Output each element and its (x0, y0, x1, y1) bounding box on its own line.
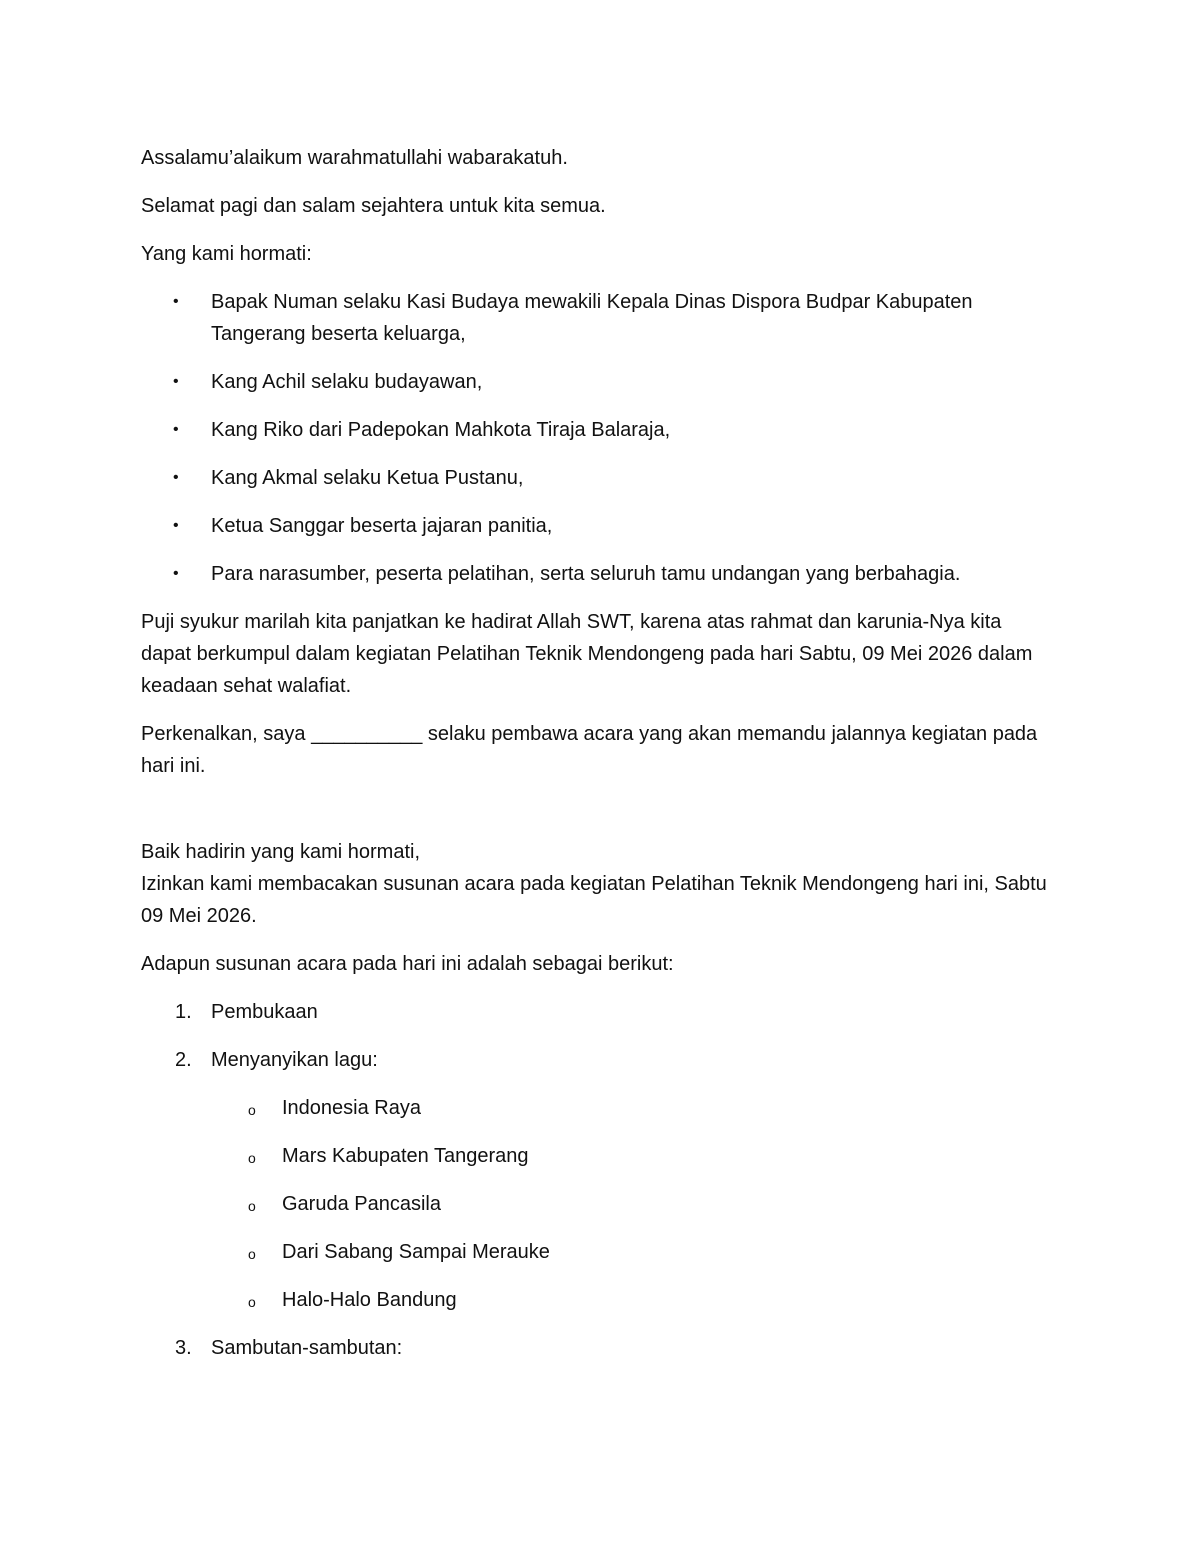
song-title: Halo-Halo Bandung (282, 1289, 457, 1311)
circle-bullet-icon: o (248, 1294, 256, 1310)
agenda-number: 3. (175, 1337, 192, 1359)
agenda-item (141, 1332, 1051, 1364)
song-item (141, 1140, 1051, 1172)
list-item-text: Ketua Sanggar beserta jajaran panitia, (211, 515, 553, 537)
audience-address: Baik hadirin yang kami hormati, (141, 841, 421, 863)
list-item-text: Kang Riko dari Padepokan Mahkota Tiraja Balaraja, (211, 419, 671, 441)
song-item (141, 1092, 1051, 1124)
list-item-text: Bapak Numan selaku Kasi Budaya mewakili Kepala Dinas Dispora Budpar Kabupaten Tangerang beserta keluarga, (211, 291, 973, 345)
list-item (141, 510, 1051, 542)
document-page (141, 142, 1051, 1380)
song-title: Dari Sabang Sampai Merauke (282, 1241, 550, 1263)
agenda-item (141, 1044, 1051, 1316)
agenda-label: Sambutan-sambutan: (211, 1337, 403, 1359)
list-item-text: Kang Akmal selaku Ketua Pustanu, (211, 467, 524, 489)
circle-bullet-icon: o (248, 1198, 256, 1214)
list-item (141, 286, 1051, 350)
song-item (141, 1188, 1051, 1220)
song-title: Garuda Pancasila (282, 1193, 441, 1215)
bullet-icon: • (173, 293, 179, 310)
song-item (141, 1236, 1051, 1268)
list-item (141, 366, 1051, 398)
song-list (211, 1092, 1051, 1316)
agenda-number: 1. (175, 1001, 192, 1023)
agenda-label: Menyanyikan lagu: (211, 1049, 378, 1071)
song-item (141, 1284, 1051, 1316)
list-item-text: Para narasumber, peserta pelatihan, serta seluruh tamu undangan yang berbahagia. (211, 563, 961, 585)
list-item-text: Kang Achil selaku budayawan, (211, 371, 483, 393)
greeting: Assalamu’alaikum warahmatullahi wabarakatuh. (141, 147, 568, 169)
bullet-icon: • (173, 421, 179, 438)
agenda-label: Pembukaan (211, 1001, 318, 1023)
gratitude-paragraph: Puji syukur marilah kita panjatkan ke hadirat Allah SWT, karena atas rahmat dan karunia-Nya kita dapat berkumpul dalam kegiatan Pelatihan Teknik Mendongeng pada hari Sabtu, 09 Mei 2026 dalam keadaan sehat walafiat. (141, 611, 1033, 697)
list-item (141, 558, 1051, 590)
bullet-icon: • (173, 517, 179, 534)
agenda-intro: Adapun susunan acara pada hari ini adalah sebagai berikut: (141, 953, 674, 975)
bullet-icon: • (173, 373, 179, 390)
paragraph-spacer (141, 798, 1051, 836)
bullet-icon: • (173, 565, 179, 582)
circle-bullet-icon: o (248, 1246, 256, 1262)
agenda-number: 2. (175, 1049, 192, 1071)
agenda-list (141, 996, 1051, 1364)
respected-list (141, 286, 1051, 590)
mc-introduction: Perkenalkan, saya __________ selaku pembawa acara yang akan memandu jalannya kegiatan pada hari ini. (141, 723, 1038, 777)
agenda-permission: Izinkan kami membacakan susunan acara pada kegiatan Pelatihan Teknik Mendongeng hari ini, Sabtu 09 Mei 2026. (141, 873, 1047, 927)
respected-intro: Yang kami hormati: (141, 243, 312, 265)
bullet-icon: • (173, 469, 179, 486)
song-title: Indonesia Raya (282, 1097, 421, 1119)
song-title: Mars Kabupaten Tangerang (282, 1145, 529, 1167)
welcome-line: Selamat pagi dan salam sejahtera untuk kita semua. (141, 195, 606, 217)
circle-bullet-icon: o (248, 1150, 256, 1166)
circle-bullet-icon: o (248, 1102, 256, 1118)
list-item (141, 414, 1051, 446)
agenda-item (141, 996, 1051, 1028)
list-item (141, 462, 1051, 494)
